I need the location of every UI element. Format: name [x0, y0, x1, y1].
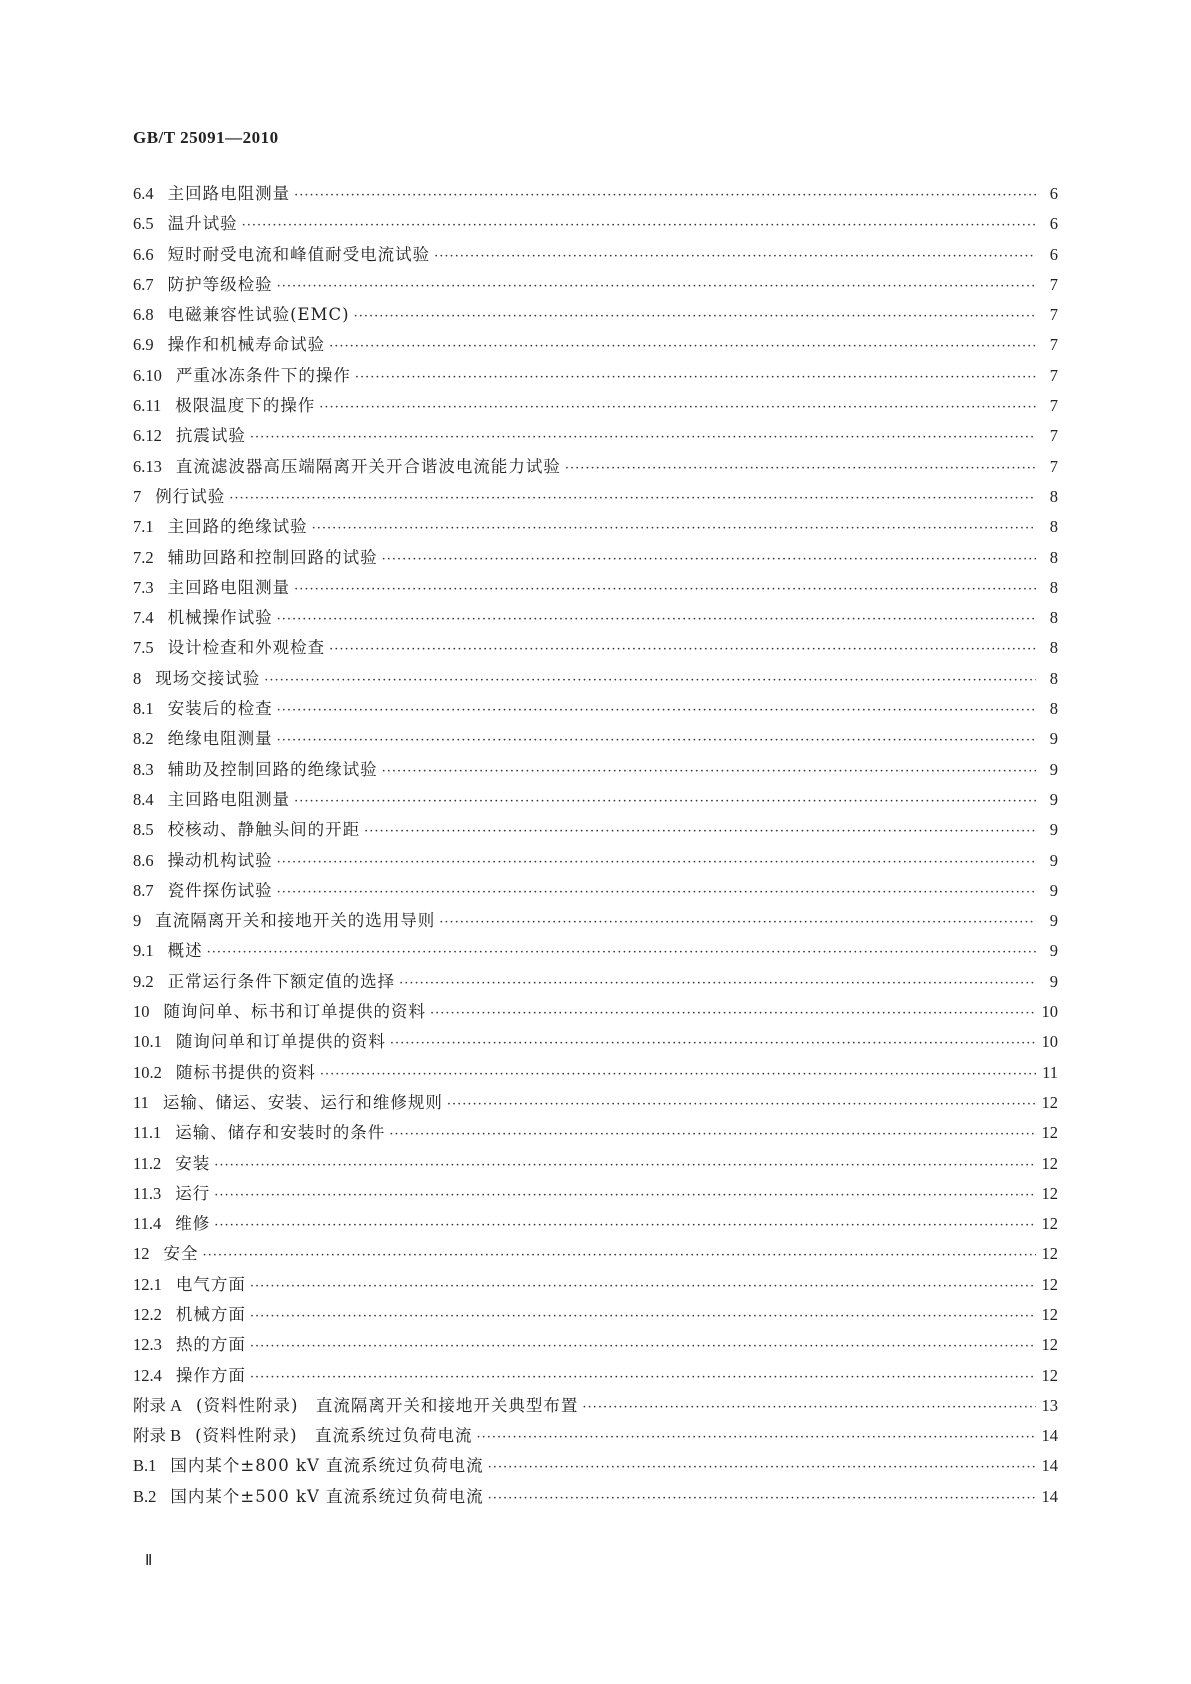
toc-entry[interactable] [133, 604, 1058, 634]
toc-entry-page: 12 [1041, 1335, 1058, 1355]
toc-entry-title: 抗震试验 [175, 426, 246, 446]
toc-entry[interactable] [133, 210, 1058, 240]
toc-dot-leader [294, 794, 1036, 809]
toc-entry[interactable] [133, 907, 1058, 937]
toc-dot-leader [250, 1370, 1036, 1385]
toc-entry-title: 概述 [167, 941, 203, 961]
toc-entry-title: 主回路电阻测量 [167, 789, 291, 809]
toc-dot-leader [264, 673, 1036, 688]
toc-entry-page: 6 [1049, 214, 1058, 234]
toc-entry-title: 严重冰冻条件下的操作 [175, 365, 351, 385]
toc-dot-leader [382, 764, 1036, 779]
toc-entry[interactable] [133, 301, 1058, 331]
toc-dot-leader [277, 703, 1036, 718]
toc-entry-title: 操作方面 [175, 1365, 246, 1385]
toc-dot-leader [329, 642, 1036, 657]
toc-entry-title: 机械方面 [175, 1304, 246, 1324]
toc-dot-leader [277, 279, 1036, 294]
toc-entry-page: 7 [1049, 365, 1058, 385]
toc-entry[interactable] [133, 1331, 1058, 1361]
toc-dot-leader [488, 1460, 1036, 1475]
toc-dot-leader [477, 1430, 1036, 1445]
toc-entry[interactable] [133, 847, 1058, 877]
toc-entry[interactable] [133, 1180, 1058, 1210]
toc-entry[interactable] [133, 271, 1058, 301]
toc-dot-leader [389, 1127, 1036, 1142]
toc-entry[interactable] [133, 362, 1058, 392]
toc-entry-page: 7 [1049, 335, 1058, 355]
toc-entry[interactable] [133, 574, 1058, 604]
toc-entry-title: 热的方面 [175, 1335, 246, 1355]
toc-entry-title: 短时耐受电流和峰值耐受电流试验 [167, 244, 431, 264]
toc-dot-leader [447, 1097, 1036, 1112]
toc-entry-number: 9.2 [133, 971, 154, 991]
toc-entry-title: 设计检查和外观检查 [167, 638, 326, 658]
toc-entry-title: 主回路电阻测量 [167, 577, 291, 597]
toc-dot-leader [214, 1158, 1036, 1173]
toc-entry-number: 12.4 [133, 1365, 162, 1385]
toc-dot-leader [488, 1491, 1036, 1506]
toc-entry[interactable] [133, 1210, 1058, 1240]
toc-entry[interactable] [133, 1422, 1058, 1452]
toc-dot-leader [250, 1339, 1036, 1354]
toc-entry-title: 主回路的绝缘试验 [167, 517, 308, 537]
toc-entry-page: 14 [1041, 1426, 1058, 1446]
toc-entry-number: 7.1 [133, 517, 154, 537]
toc-entry-number: 8.1 [133, 699, 154, 719]
toc-entry[interactable] [133, 392, 1058, 422]
toc-entry-number: 10.2 [133, 1062, 162, 1082]
toc-entry-page: 8 [1049, 577, 1058, 597]
toc-entry-page: 9 [1049, 820, 1058, 840]
toc-entry-number: 7.3 [133, 577, 154, 597]
toc-entry-page: 9 [1049, 941, 1058, 961]
toc-entry-page: 8 [1049, 547, 1058, 567]
toc-entry[interactable] [133, 756, 1058, 786]
toc-entry-page: 8 [1049, 486, 1058, 506]
toc-entry-title: 校核动、静触头间的开距 [167, 820, 361, 840]
toc-entry-number: 7 [133, 486, 142, 506]
toc-entry[interactable] [133, 1301, 1058, 1331]
toc-entry-number: 附录 B [133, 1426, 182, 1446]
toc-dot-leader [277, 733, 1036, 748]
toc-entry-page: 10 [1041, 1032, 1058, 1052]
toc-entry-number: 11.1 [133, 1123, 162, 1143]
toc-dot-leader [250, 1309, 1036, 1324]
toc-dot-leader [277, 612, 1036, 627]
toc-entry[interactable] [133, 1059, 1058, 1089]
toc-entry-number: B.2 [133, 1486, 157, 1506]
toc-entry-number: 附录 A [133, 1395, 183, 1415]
toc-entry[interactable] [133, 937, 1058, 967]
toc-entry-title: 电气方面 [175, 1274, 246, 1294]
toc-entry[interactable] [133, 1362, 1058, 1392]
toc-dot-leader [203, 1248, 1037, 1263]
toc-entry-title: 辅助回路和控制回路的试验 [167, 547, 378, 567]
toc-entry-page: 8 [1049, 517, 1058, 537]
toc-entry-number: 7.5 [133, 638, 154, 658]
toc-dot-leader [320, 1067, 1036, 1082]
toc-entry-number: 8 [133, 668, 142, 688]
toc-entry-page: 9 [1049, 971, 1058, 991]
toc-entry[interactable] [133, 422, 1058, 452]
toc-entry-number: 6.8 [133, 305, 154, 325]
toc-entry-title: 操作和机械寿命试验 [167, 335, 326, 355]
toc-entry-number: 12.2 [133, 1304, 162, 1324]
toc-entry-number: 6.4 [133, 184, 154, 203]
toc-entry-page: 11 [1042, 1062, 1058, 1082]
toc-entry[interactable] [133, 695, 1058, 725]
toc-entry-title: 运行 [175, 1183, 211, 1203]
toc-entry-page: 12 [1041, 1153, 1058, 1173]
toc-entry-page: 12 [1041, 1244, 1058, 1264]
toc-entry-title: 维修 [175, 1214, 211, 1234]
toc-entry-number: 6.9 [133, 335, 154, 355]
toc-entry[interactable] [133, 634, 1058, 664]
toc-entry[interactable] [133, 877, 1058, 907]
toc-entry[interactable] [133, 1240, 1058, 1270]
toc-entry-number: 12 [133, 1244, 150, 1264]
toc-entry-title: 运输、储存和安装时的条件 [175, 1123, 386, 1143]
toc-dot-leader [214, 1188, 1036, 1203]
toc-entry-number: 6.12 [133, 426, 162, 446]
toc-entry[interactable] [133, 1392, 1058, 1422]
toc-entry-number: 8.4 [133, 789, 154, 809]
toc-dot-leader [439, 915, 1036, 930]
toc-dot-leader [430, 1006, 1036, 1021]
toc-entry-number: 7.2 [133, 547, 154, 567]
toc-entry-number: 8.5 [133, 820, 154, 840]
toc-entry[interactable] [133, 544, 1058, 574]
toc-entry-page: 7 [1049, 274, 1058, 294]
toc-entry-title: (资料性附录) 直流隔离开关和接地开关典型布置 [196, 1395, 579, 1415]
toc-entry[interactable] [133, 1089, 1058, 1119]
toc-entry-page: 12 [1041, 1214, 1058, 1234]
toc-entry-title: 主回路电阻测量 [167, 184, 291, 203]
toc-entry-title: 机械操作试验 [167, 608, 273, 628]
toc-dot-leader [399, 976, 1036, 991]
toc-entry-title: 操动机构试验 [167, 850, 273, 870]
toc-entry-title: 正常运行条件下额定值的选择 [167, 971, 396, 991]
toc-entry-title: 极限温度下的操作 [175, 396, 316, 416]
toc-entry-page: 9 [1049, 789, 1058, 809]
toc-entry-number: 6.10 [133, 365, 162, 385]
toc-dot-leader [355, 370, 1036, 385]
toc-entry-number: 12.1 [133, 1274, 162, 1294]
table-of-contents [133, 180, 1058, 1513]
toc-entry-number: 8.3 [133, 759, 154, 779]
toc-entry-title: 安装后的检查 [167, 699, 273, 719]
toc-entry[interactable] [133, 1028, 1058, 1058]
toc-dot-leader [582, 1400, 1036, 1415]
toc-entry-title: 随询问单和订单提供的资料 [175, 1032, 386, 1052]
toc-entry-title: 安全 [163, 1244, 199, 1264]
toc-entry-title: 现场交接试验 [155, 668, 261, 688]
toc-entry-title: 电磁兼容性试验(EMC) [167, 305, 350, 325]
toc-entry-page: 8 [1049, 638, 1058, 658]
toc-entry[interactable] [133, 968, 1058, 998]
toc-entry-number: 7.4 [133, 608, 154, 628]
toc-entry-page: 14 [1041, 1486, 1058, 1506]
toc-dot-leader [250, 1279, 1036, 1294]
toc-dot-leader [354, 309, 1036, 324]
toc-dot-leader [229, 491, 1036, 506]
toc-entry-number: 6.7 [133, 274, 154, 294]
toc-dot-leader [214, 1218, 1036, 1233]
toc-entry-page: 7 [1049, 305, 1058, 325]
toc-entry[interactable] [133, 1150, 1058, 1180]
toc-entry-page: 9 [1049, 911, 1058, 931]
toc-entry-number: 6.6 [133, 244, 154, 264]
toc-entry-page: 10 [1041, 1002, 1058, 1022]
toc-entry-page: 8 [1049, 699, 1058, 719]
toc-dot-leader [364, 824, 1036, 839]
toc-entry-page: 7 [1049, 426, 1058, 446]
toc-dot-leader [294, 188, 1036, 203]
toc-entry[interactable] [133, 483, 1058, 513]
toc-entry-title: 随询问单、标书和订单提供的资料 [163, 1002, 426, 1022]
toc-dot-leader [312, 521, 1036, 536]
toc-entry-title: 运输、储运、安装、运行和维修规则 [162, 1092, 443, 1112]
toc-entry-page: 12 [1041, 1123, 1058, 1143]
toc-dot-leader [390, 1036, 1036, 1051]
toc-entry-number: 12.3 [133, 1335, 162, 1355]
toc-entry-title: (资料性附录) 直流系统过负荷电流 [195, 1426, 473, 1446]
toc-entry-page: 12 [1041, 1365, 1058, 1385]
toc-dot-leader [242, 218, 1036, 233]
toc-entry-number: B.1 [133, 1456, 157, 1476]
toc-entry-number: 10.1 [133, 1032, 162, 1052]
toc-dot-leader [382, 552, 1036, 567]
toc-dot-leader [434, 249, 1036, 264]
toc-entry[interactable] [133, 331, 1058, 361]
toc-entry-number: 9.1 [133, 941, 154, 961]
toc-entry-number: 6.5 [133, 214, 154, 234]
toc-entry[interactable] [133, 180, 1058, 210]
toc-entry-page: 14 [1041, 1456, 1058, 1476]
toc-entry-number: 6.13 [133, 456, 162, 476]
toc-entry-page: 9 [1049, 850, 1058, 870]
toc-entry-page: 8 [1049, 608, 1058, 628]
toc-entry-page: 7 [1049, 456, 1058, 476]
toc-entry-number: 11.3 [133, 1183, 162, 1203]
toc-dot-leader [277, 855, 1036, 870]
toc-entry-page: 9 [1049, 880, 1058, 900]
toc-dot-leader [329, 339, 1036, 354]
toc-entry[interactable] [133, 725, 1058, 755]
toc-entry-page: 12 [1041, 1183, 1058, 1203]
toc-entry[interactable] [133, 1119, 1058, 1149]
toc-entry-title: 直流隔离开关和接地开关的选用导则 [155, 911, 436, 931]
toc-dot-leader [250, 430, 1036, 445]
toc-entry[interactable] [133, 241, 1058, 271]
toc-entry-number: 6.11 [133, 396, 162, 416]
toc-entry-page: 8 [1049, 668, 1058, 688]
page-number: Ⅱ [145, 1553, 153, 1569]
toc-entry-number: 9 [133, 911, 142, 931]
toc-entry-title: 国内某个±500 kV 直流系统过负荷电流 [170, 1486, 484, 1506]
toc-entry-title: 辅助及控制回路的绝缘试验 [167, 759, 378, 779]
toc-entry-page: 9 [1049, 729, 1058, 749]
toc-entry-page: 12 [1041, 1092, 1058, 1112]
standard-code-header: GB/T 25091—2010 [133, 128, 279, 147]
toc-entry-page: 12 [1041, 1304, 1058, 1324]
toc-dot-leader [207, 945, 1036, 960]
toc-entry-page: 6 [1049, 244, 1058, 264]
toc-entry-page: 12 [1041, 1274, 1058, 1294]
toc-dot-leader [565, 461, 1036, 476]
toc-entry-number: 8.2 [133, 729, 154, 749]
toc-entry[interactable] [133, 998, 1058, 1028]
toc-entry[interactable] [133, 1483, 1058, 1513]
toc-entry[interactable] [133, 665, 1058, 695]
toc-entry-title: 绝缘电阻测量 [167, 729, 273, 749]
toc-entry-page: 7 [1049, 396, 1058, 416]
toc-entry-number: 11.2 [133, 1153, 162, 1173]
toc-entry[interactable] [133, 786, 1058, 816]
toc-entry-page: 6 [1049, 184, 1058, 203]
toc-entry-number: 11.4 [133, 1214, 162, 1234]
toc-entry-number: 11 [133, 1092, 149, 1112]
toc-dot-leader [319, 400, 1036, 415]
toc-entry-title: 直流滤波器高压端隔离开关开合谐波电流能力试验 [175, 456, 561, 476]
toc-entry-title: 安装 [175, 1153, 211, 1173]
toc-dot-leader [294, 582, 1036, 597]
toc-entry-title: 瓷件探伤试验 [167, 880, 273, 900]
toc-dot-leader [277, 885, 1036, 900]
toc-entry-title: 防护等级检验 [167, 274, 273, 294]
toc-entry[interactable] [133, 513, 1058, 543]
toc-entry-title: 温升试验 [167, 214, 238, 234]
toc-entry-number: 8.7 [133, 880, 154, 900]
toc-entry[interactable] [133, 453, 1058, 483]
toc-entry[interactable] [133, 1452, 1058, 1482]
toc-entry-title: 国内某个±800 kV 直流系统过负荷电流 [170, 1456, 484, 1476]
toc-entry-number: 8.6 [133, 850, 154, 870]
toc-entry[interactable] [133, 816, 1058, 846]
toc-entry-page: 13 [1041, 1395, 1058, 1415]
toc-entry[interactable] [133, 1271, 1058, 1301]
toc-entry-title: 例行试验 [155, 486, 226, 506]
toc-entry-page: 9 [1049, 759, 1058, 779]
toc-entry-number: 10 [133, 1002, 150, 1022]
toc-entry-title: 随标书提供的资料 [175, 1062, 316, 1082]
